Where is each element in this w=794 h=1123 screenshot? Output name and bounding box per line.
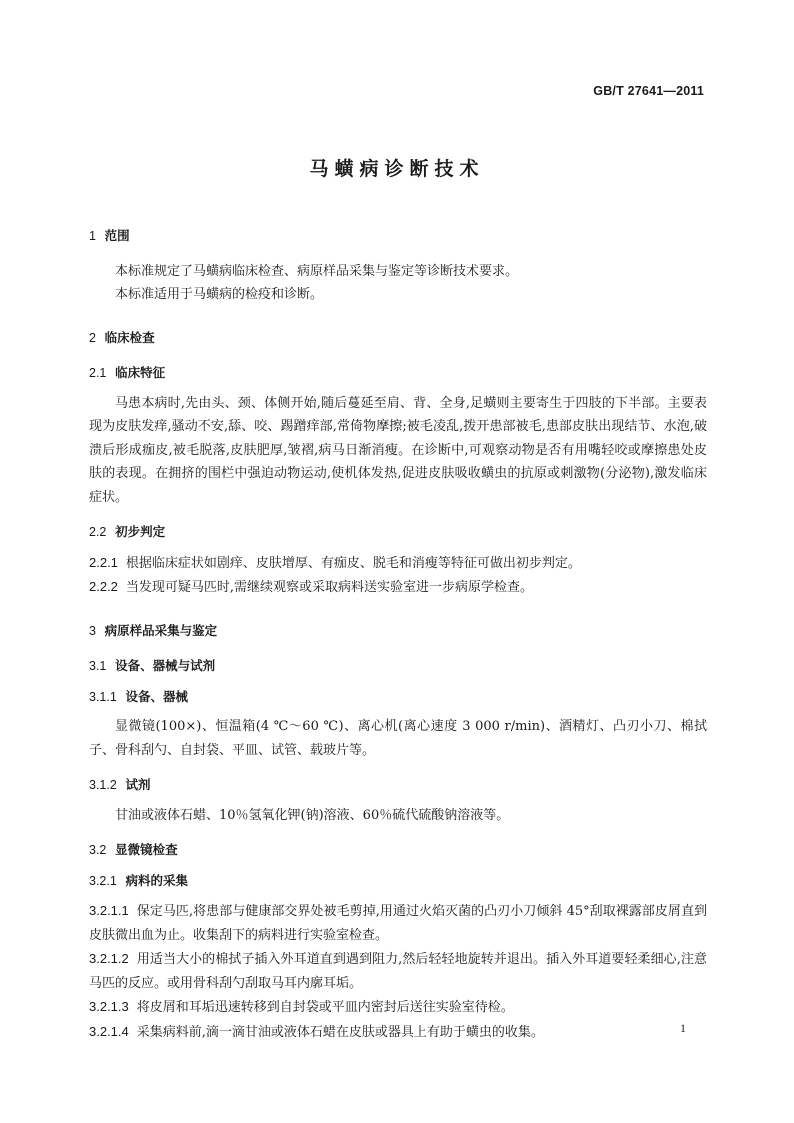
section-3-1-1-paragraph: 显微镜(100×)、恒温箱(4 ℃～60 ℃)、离心机(离心速度 3 000 r/min)、酒精灯、凸刃小刀、棉拭子、骨科刮勺、自封袋、平皿、试管、载玻片等。 <box>89 719 707 758</box>
clause-3-2-1-1: 3.2.1.1 保定马匹,将患部与健康部交界处被毛剪掉,用通过火焰灭菌的凸刃小刀倾斜 45°刮取裸露部皮屑直到皮肤微出血为止。收集刮下的病料进行实验室检查。 <box>89 903 707 943</box>
section-2-1-paragraph: 马患本病时,先由头、颈、体侧开始,随后蔓延至肩、背、全身,足蟥则主要寄生于四肢的下半部。主要表现为皮肤发痒,骚动不安,舔、咬、踢蹭痒部,常倚物摩擦;被毛凌乱,拨开患部被毛,患部皮肤出现结节、水泡,破溃后形成痂皮,被毛脱落,皮肤肥厚,皱褶,病马日渐消瘦。在诊断中,可观察动物是否有用嘴轻咬或摩擦患处皮肤的表现。在拥挤的围栏中强迫动物运动,使机体发热,促进皮肤吸收蟥虫的抗原或刺激物(分泌物),激发临床症状。 <box>89 395 707 505</box>
section-3-1-heading: 3.1 设备、器械与试剂 <box>89 658 216 673</box>
section-2-1-heading: 2.1 临床特征 <box>89 365 166 380</box>
section-3-1-1-heading: 3.1.1 设备、器械 <box>89 688 189 704</box>
section-1-heading: 1 范围 <box>89 228 130 243</box>
section-3-1-2-paragraph: 甘油或液体石蜡、10％氢氧化钾(钠)溶液、60％硫代硫酸钠溶液等。 <box>115 807 510 823</box>
standard-code: GB/T 27641—2011 <box>593 84 704 98</box>
section-3-2-heading: 3.2 显微镜检查 <box>89 842 178 857</box>
section-1-paragraph: 本标准适用于马蟥病的检疫和诊断。 <box>115 287 324 302</box>
clause-2-2-1: 2.2.1 根据临床症状如剧痒、皮肤增厚、有痂皮、脱毛和消瘦等特征可做出初步判定。 <box>89 554 581 571</box>
section-3-heading: 3 病原样品采集与鉴定 <box>89 622 218 638</box>
clause-3-2-1-2: 3.2.1.2 用适当大小的棉拭子插入外耳道直到遇到阻力,然后轻轻地旋转并退出。插入外耳道要轻柔细心,注意马匹的反应。或用骨科刮勺刮取马耳内廓耳垢。 <box>89 951 707 991</box>
page-number: 1 <box>680 1021 686 1035</box>
document-title: 马蟥病诊断技术 <box>309 158 485 180</box>
section-2-heading: 2 临床检查 <box>89 329 155 345</box>
clause-3-2-1-3: 3.2.1.3 将皮屑和耳垢迅速转移到自封袋或平皿内密封后送往实验室待检。 <box>89 999 514 1015</box>
clause-3-2-1-4: 3.2.1.4 采集病料前,滴一滴甘油或液体石蜡在皮肤或器具上有助于蟥虫的收集。 <box>89 1023 544 1040</box>
section-2-2-heading: 2.2 初步判定 <box>89 524 166 539</box>
section-1-paragraph: 本标准规定了马蟥病临床检查、病原样品采集与鉴定等诊断技术要求。 <box>115 263 519 279</box>
section-3-2-1-heading: 3.2.1 病料的采集 <box>89 872 189 888</box>
section-3-1-2-heading: 3.1.2 试剂 <box>89 777 151 792</box>
document-body <box>89 224 707 1044</box>
clause-2-2-2: 2.2.2 当发现可疑马匹时,需继续观察或采取病料送实验室进一步病原学检查。 <box>89 579 534 595</box>
